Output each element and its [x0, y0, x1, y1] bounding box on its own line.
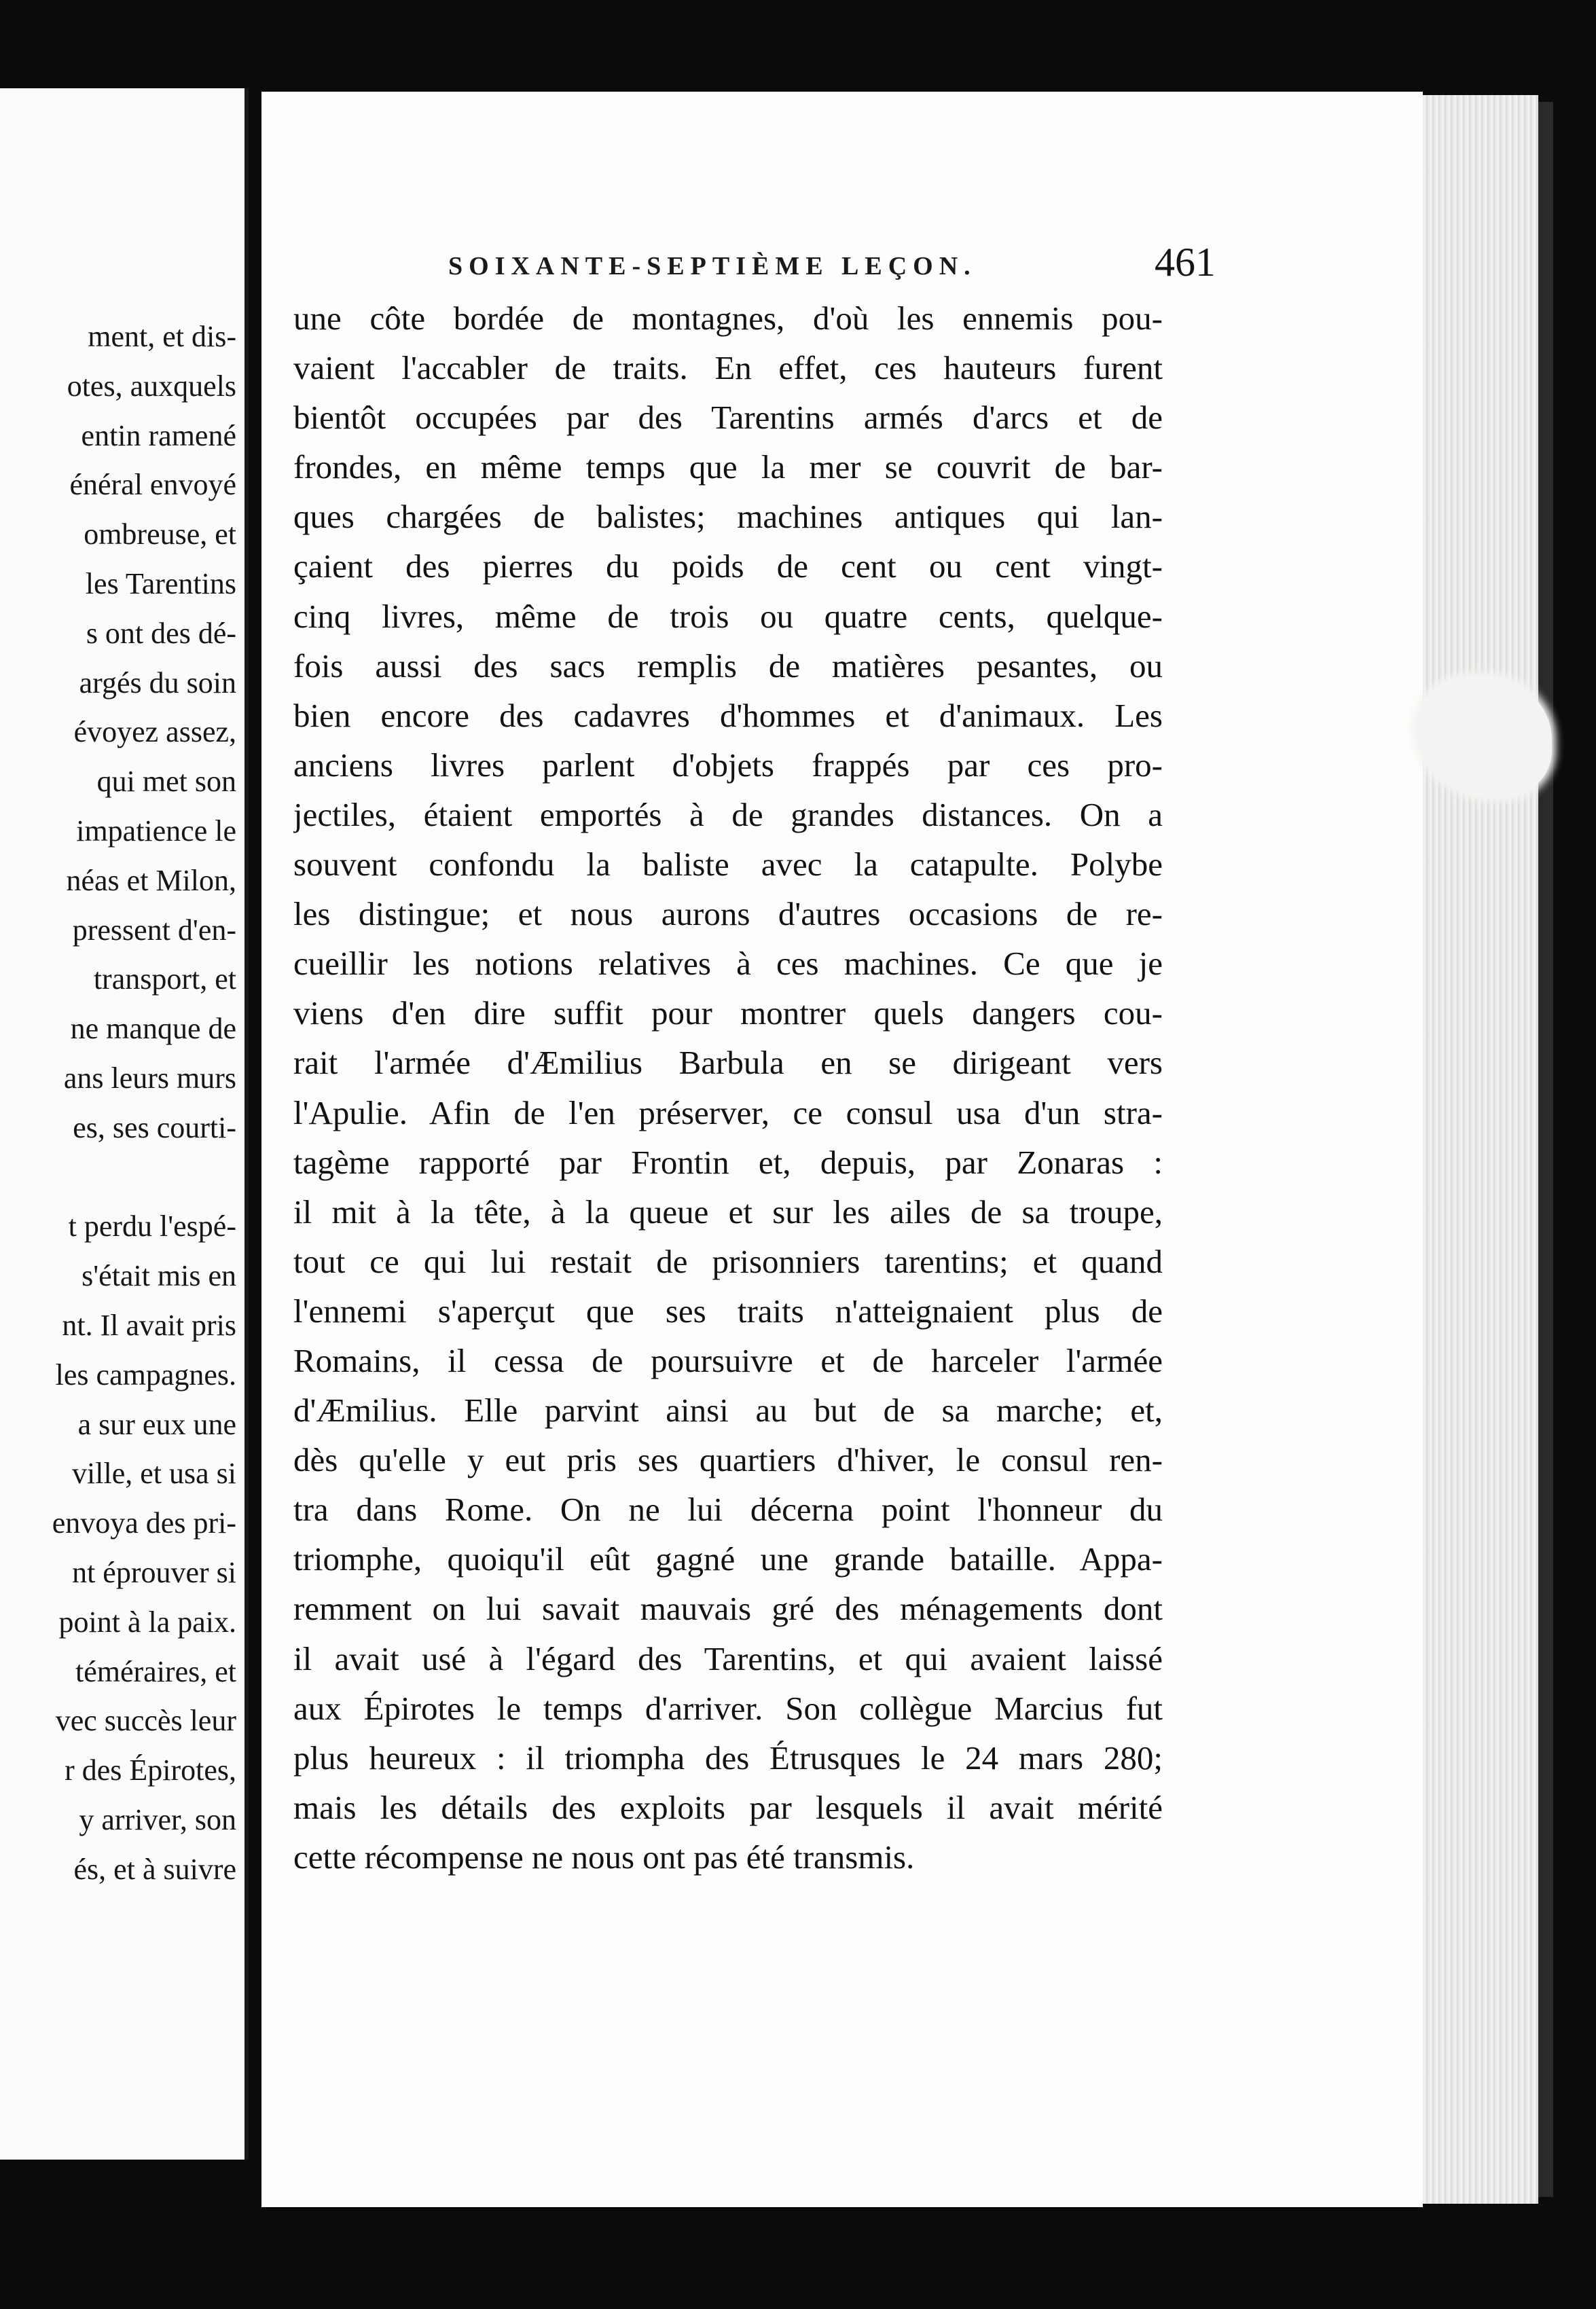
facing-line: évoyez assez,	[73, 715, 236, 749]
text-line: triomphe, quoiqu'il eût gagné une grande bataille. Appa-	[293, 1540, 1163, 1578]
text-line: Romains, il cessa de poursuivre et de harceler l'armée	[293, 1341, 1163, 1379]
facing-line: r des Épirotes,	[65, 1753, 236, 1787]
text-line: tout ce qui lui restait de prisonniers tarentins; et quand	[293, 1242, 1163, 1280]
facing-line: ans leurs murs	[63, 1061, 236, 1095]
text-line: il mit à la tête, à la queue et sur les ailes de sa troupe,	[293, 1193, 1163, 1231]
body-text	[293, 293, 1163, 1882]
text-line: ques chargées de balistes; machines antiques qui lan-	[293, 498, 1163, 536]
facing-line: les campagnes.	[55, 1358, 236, 1392]
facing-line: les Tarentins	[85, 566, 236, 600]
text-line: bien encore des cadavres d'hommes et d'animaux. Les	[293, 696, 1163, 734]
facing-line: nt éprouver si	[72, 1555, 236, 1589]
text-line: rait l'armée d'Æmilius Barbula en se dirigeant vers	[293, 1044, 1163, 1082]
facing-line: impatience le	[76, 814, 236, 848]
text-line: dès qu'elle y eut pris ses quartiers d'hiver, le consul ren-	[293, 1441, 1163, 1479]
page-edges	[1423, 95, 1538, 2204]
facing-line: qui met son	[96, 765, 236, 799]
facing-page	[0, 88, 249, 2160]
facing-line: ne manque de	[70, 1012, 236, 1046]
text-line: çaient des pierres du poids de cent ou cent vingt-	[293, 547, 1163, 585]
facing-line: s ont des dé-	[86, 616, 236, 650]
facing-line: ville, et usa si	[72, 1457, 236, 1491]
facing-line: téméraires, et	[75, 1654, 236, 1688]
text-line: l'Apulie. Afin de l'en préserver, ce consul usa d'un stra-	[293, 1093, 1163, 1131]
facing-page-text	[0, 312, 236, 1895]
facing-line: point à la paix.	[58, 1605, 236, 1639]
facing-line: transport, et	[93, 962, 236, 996]
facing-line: envoya des pri-	[52, 1506, 236, 1540]
book-cover-edge	[1538, 102, 1553, 2197]
facing-line: nt. Il avait pris	[62, 1308, 236, 1342]
text-line: bientôt occupées par des Tarentins armés d'arcs et de	[293, 399, 1163, 437]
text-line: cinq livres, même de trois ou quatre cents, quelque-	[293, 597, 1163, 635]
text-line: il avait usé à l'égard des Tarentins, et qui avaient laissé	[293, 1639, 1163, 1677]
text-line: tagème rapporté par Frontin et, depuis, par Zonaras :	[293, 1143, 1163, 1181]
text-line: plus heureux : il triompha des Étrusques le 24 mars 280;	[293, 1739, 1163, 1777]
facing-line: y arriver, son	[79, 1802, 236, 1836]
facing-line: s'était mis en	[81, 1259, 236, 1293]
text-line: l'ennemi s'aperçut que ses traits n'atteignaient plus de	[293, 1292, 1163, 1330]
facing-line-blank	[0, 1153, 236, 1203]
page-number: 461	[1155, 240, 1216, 285]
facing-line: vec succès leur	[55, 1704, 236, 1738]
facing-line: ment, et dis-	[88, 320, 236, 353]
facing-line: pressent d'en-	[72, 913, 236, 947]
text-line: tra dans Rome. On ne lui décerna point l'honneur du	[293, 1491, 1163, 1529]
text-line: viens d'en dire suffit pour montrer quels dangers cou-	[293, 994, 1163, 1032]
facing-line: otes, auxquels	[67, 369, 236, 403]
text-line: mais les détails des exploits par lesquels il avait mérité	[293, 1788, 1163, 1826]
text-line: frondes, en même temps que la mer se couvrit de bar-	[293, 448, 1163, 486]
facing-line: a sur eux une	[77, 1407, 236, 1441]
text-line: une côte bordée de montagnes, d'où les ennemis pou-	[293, 299, 1163, 337]
facing-line: entin ramené	[81, 418, 236, 452]
text-line: les distingue; et nous aurons d'autres occasions de re-	[293, 895, 1163, 933]
facing-line: t perdu l'espé-	[68, 1210, 236, 1243]
facing-line: ombreuse, et	[84, 517, 236, 551]
running-title: SOIXANTE-SEPTIÈME LEÇON.	[448, 252, 977, 280]
facing-line: énéral envoyé	[69, 468, 236, 502]
facing-line: es, ses courti-	[73, 1110, 236, 1144]
text-line: remment on lui savait mauvais gré des ménagements dont	[293, 1590, 1163, 1628]
facing-line: és, et à suivre	[73, 1852, 236, 1886]
text-line: d'Æmilius. Elle parvint ainsi au but de sa marche; et,	[293, 1392, 1163, 1430]
text-line: anciens livres parlent d'objets frappés par ces pro-	[293, 746, 1163, 784]
text-line: souvent confondu la baliste avec la catapulte. Polybe	[293, 846, 1163, 884]
facing-line: néas et Milon,	[66, 863, 236, 897]
text-line: vaient l'accabler de traits. En effet, ces hauteurs furent	[293, 349, 1163, 387]
text-line: fois aussi des sacs remplis de matières pesantes, ou	[293, 647, 1163, 685]
text-line: jectiles, étaient emportés à de grandes distances. On a	[293, 795, 1163, 833]
text-line: aux Épirotes le temps d'arriver. Son collègue Marcius fut	[293, 1689, 1163, 1727]
running-header	[448, 240, 1216, 292]
text-line: cette récompense ne nous ont pas été transmis.	[293, 1838, 915, 1876]
text-line: cueillir les notions relatives à ces machines. Ce que je	[293, 945, 1163, 983]
facing-line: argés du soin	[79, 666, 236, 699]
